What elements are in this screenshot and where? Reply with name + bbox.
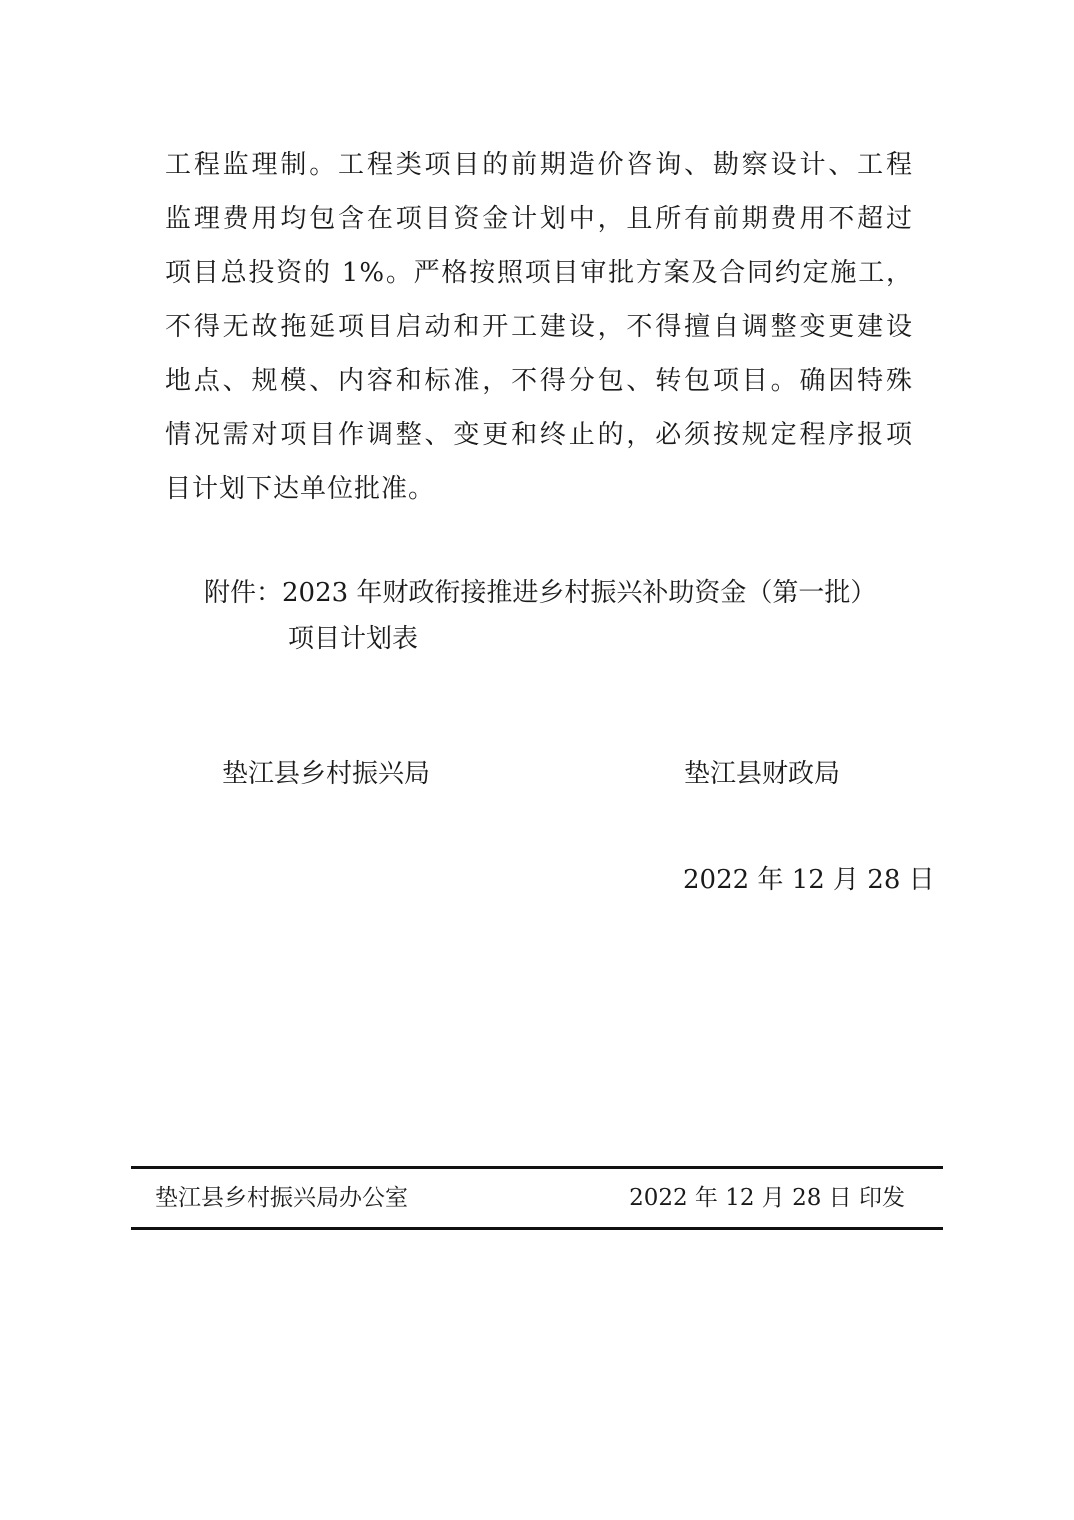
body-line-4: 不得无故拖延项目启动和开工建设，不得擅自调整变更建设 bbox=[165, 312, 913, 342]
body-line-1: 工程监理制。工程类项目的前期造价咨询、勘察设计、工程 bbox=[165, 150, 913, 180]
signature-rural-revitalization-bureau: 垫江县乡村振兴局 bbox=[222, 759, 431, 789]
body-line-2: 监理费用均包含在项目资金计划中，且所有前期费用不超过 bbox=[165, 204, 913, 234]
body-line-5: 地点、规模、内容和标准，不得分包、转包项目。确因特殊 bbox=[165, 366, 913, 396]
issuance-footer bbox=[131, 1166, 943, 1230]
attachment-note bbox=[204, 570, 924, 662]
body-line-6: 情况需对项目作调整、变更和终止的，必须按规定程序报项 bbox=[165, 420, 913, 450]
attachment-line-2: 项目计划表 bbox=[288, 624, 419, 654]
signature-finance-bureau: 垫江县财政局 bbox=[684, 759, 841, 789]
body-line-3: 项目总投资的 1%。严格按照项目审批方案及合同约定施工， bbox=[165, 258, 913, 288]
body-line-7: 目计划下达单位批准。 bbox=[165, 474, 436, 504]
footer-issuer: 垫江县乡村振兴局办公室 bbox=[155, 1185, 408, 1211]
attachment-line-1: 附件：2023 年财政衔接推进乡村振兴补助资金（第一批） bbox=[204, 578, 877, 608]
footer-issue-date: 2022 年 12 月 28 日 印发 bbox=[629, 1185, 905, 1211]
signature-date: 2022 年 12 月 28 日 bbox=[683, 865, 935, 895]
body-paragraph bbox=[165, 138, 913, 516]
